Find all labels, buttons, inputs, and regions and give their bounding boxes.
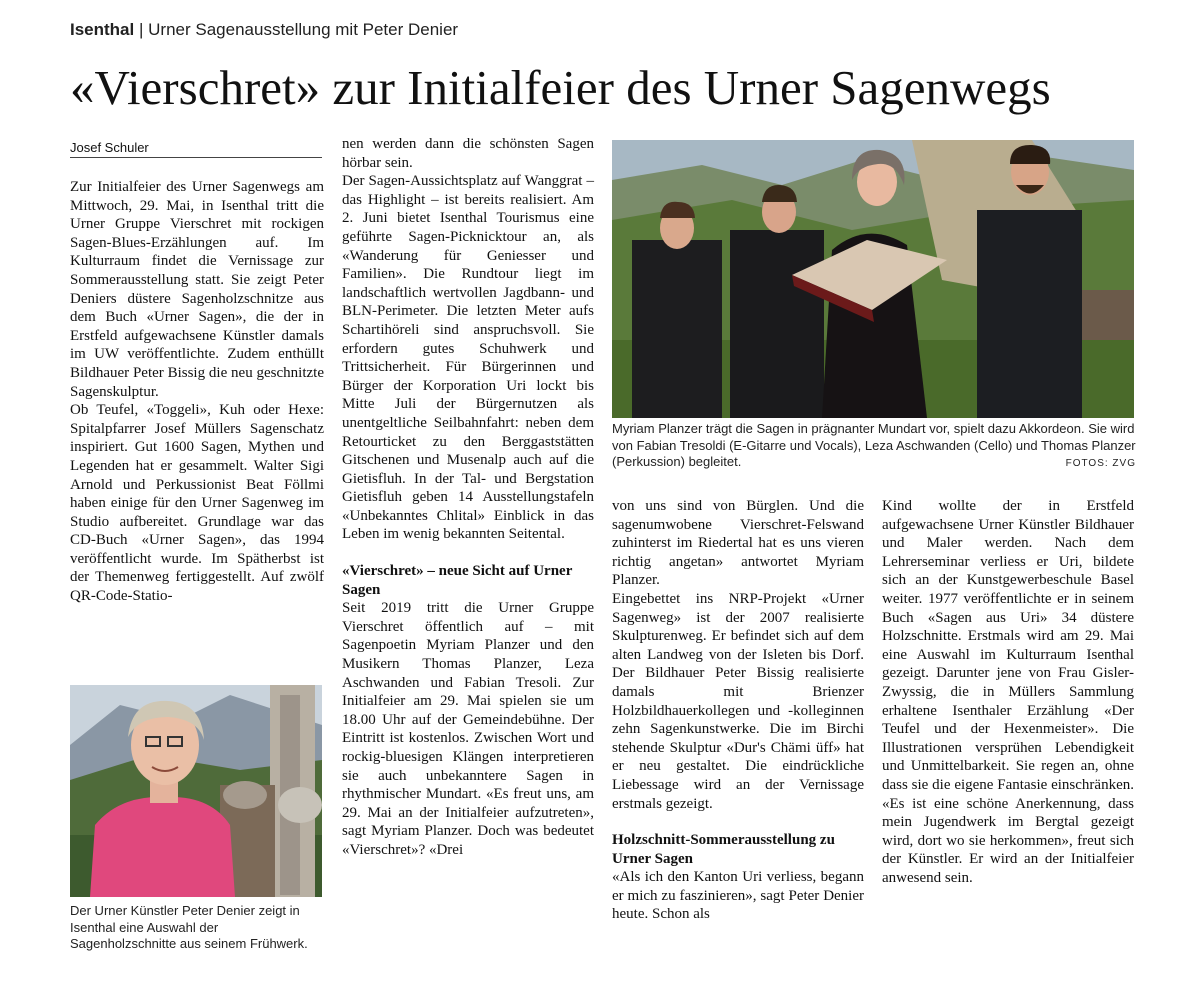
subheading-holzschnitt: Holzschnitt-Sommerausstellung zu Urner Sagen — [612, 832, 835, 867]
paragraph: Der Sagen-Aussichtsplatz auf Wanggrat – das Highlight – ist bereits realisiert. Am 2. Juni bietet Isenthal Tourismus eine geführte Sagen-Picknicktour an, als «Wanderung für Geniesser und Familien». Die Rundtour liegt im landschaftlich wertvollen Jagdbann- und BLN-Perimeter. Die letzten Meter aufs Schartihöreli sind anspruchsvoll. Sie erfordern gutes Schuhwerk und Trittsicherheit. Für Bürgerinnen und Bürger der Korporation Uri lockt bis Mitte Juli der Bürgernutzen als unentgeltliche Seilbahnfahrt: neben dem Retourticket zu den Berggaststätten Gitschenen und Musenalp auch auf die Gietisfluh. In der Tal- und Bergstation Gietisfluh geben 14 Ausstellungstafeln «Unbekanntes Chlital» Einblick in das Leben im wenig bekannten Seitental. — [342, 173, 594, 543]
kicker-section: Isenthal — [70, 20, 135, 39]
photo-band-vierschret — [612, 140, 1134, 418]
photo-peter-denier — [70, 685, 322, 897]
paragraph: «Als ich den Kanton Uri verliess, begann er mich zu faszinieren», sagt Peter Denier heute. Schon als — [612, 869, 864, 923]
section-kicker — [70, 20, 458, 40]
caption-text: Myriam Planzer trägt die Sagen in prägnanter Mundart vor, spielt dazu Akkordeon. Sie wird von Fabian Tresoldi (E-Gitarre und Vocals), Leza Aschwanden (Cello) und Thomas Planzer (Perkussion) begleitet. — [612, 421, 1136, 469]
kicker-topic: Urner Sagenausstellung mit Peter Denier — [148, 20, 459, 39]
paragraph: von uns sind von Bürglen. Und die sagenumwobene Vierschret-Felswand zuhinterst im Riedertal hat es uns vieren richtig angetan» antwortet Myriam Planzer. — [612, 498, 864, 589]
photo-caption-denier: Der Urner Künstler Peter Denier zeigt in Isenthal eine Auswahl der Sagenholzschnitte aus seinem Frühwerk. — [70, 903, 308, 951]
subheading-vierschret: «Vierschret» – neue Sicht auf Urner Sagen — [342, 563, 573, 598]
paragraph: Seit 2019 tritt die Urner Gruppe Vierschret öffentlich auf – mit Sagenpoetin Myriam Planzer und den Musikern Thomas Planzer, Leza Aschwanden und Fabian Tresoli. Zur Initialfeier am 29. Mai spielen sie um 18.00 Uhr auf der Gemeindebühne. Der Eintritt ist kostenlos. Zwischen Wort und rockig-bluesigen Klängen interpretieren sie auch unbekanntere Sagen in rhythmischer Mundart. «Es freut uns, am 29. Mai an der Initialfeier aufzutreten», sagt Myriam Planzer. Doch was bedeutet «Vierschret»? «Drei — [342, 600, 594, 858]
photo-credit: FOTOS: ZVG — [1065, 458, 1136, 469]
band-image — [612, 140, 1134, 418]
paragraph: Ob Teufel, «Toggeli», Kuh oder Hexe: Spitalpfarrer Josef Müllers Sagenschatz inspiriert. Gut 1600 Sagen, Mythen und Legenden hat er gesammelt. Walter Sigi Arnold und Perkussionist Beat Föllmi haben einige für den Urner Sagenweg im Studio aufbereitet. Grundlage war das CD-Buch «Urner Sagen», das 1994 veröffentlicht wurde. Im Spätherbst ist der Themenweg fertiggestellt. Auf zwölf QR-Code-Statio- — [70, 402, 324, 605]
paragraph: Eingebettet ins NRP-Projekt «Urner Sagenweg» ist der 2007 realisierte Skulpturenweg. Er befindet sich auf dem alten Landweg von der Isleten bis Dorf. Der Bildhauer Peter Bissig realisierte damals mit Brienzer Holzbildhauerkollegen und -kolleginnen zehn Sagenkunstwerke. Die im Birchi stehende Skulptur «Dur's Chämi üff» hat er neu gestaltet. Die eindrückliche Liebessage wird an der Vernissage erstmals gezeigt. — [612, 590, 864, 812]
paragraph: Zur Initialfeier des Urner Sagenwegs am Mittwoch, 29. Mai, in Isenthal tritt die Urner Gruppe Vierschret mit rockigen Sagen-Blues-Erzählungen auf. Im Kulturraum findet die Vernissage zur Sommerausstellung statt. Sie zeigt Peter Deniers düstere Sagenholzschnitze aus dem Buch «Urner Sagen», die der in Erstfeld aufgewachsene Künstler damals im UW veröffentlichte. Zudem enthüllt Bildhauer Peter Bissig die neu geschnitzte Sagenskulptur. — [70, 179, 324, 400]
column-1 — [70, 178, 324, 606]
column-2 — [342, 135, 594, 860]
photo-caption-band — [612, 421, 1136, 473]
column-3 — [612, 497, 864, 924]
headline: «Vierschret» zur Initialfeier des Urner Sagenwegs — [70, 60, 1051, 115]
paragraph: nen werden dann die schönsten Sagen hörbar sein. — [342, 136, 594, 171]
kicker-separator: | — [138, 20, 144, 39]
portrait-image — [70, 685, 322, 897]
column-4 — [882, 497, 1134, 887]
paragraph: Kind wollte der in Erstfeld aufgewachsene Urner Künstler Bildhauer und Maler werden. Nach dem Lehrerseminar verliess er Uri, bildete sich an der Kunstgewerbeschule Basel weiter. 1977 veröffentlichte er in seinem Buch «Sagen aus Uri» 34 düstere Holzschnitte. Erstmals wird am 29. Mai eine Auswahl im Kulturraum Isenthal gezeigt. Darunter jene von Frau Gisler-Zwyssig, die in Müllers Sammlung erhaltene Isenthaler Erzählung «Der Teufel und der Hexenmeister». Die Illustrationen versprühen Lebendigkeit und Unmittelbarkeit. Sie regen an, ohne dass sie die eigene Fantasie einschränken. «Es ist eine schöne Anerkennung, dass mein Jugendwerk im Bergtal gezeigt wird, dort wo sie herkommen», freut sich der Künstler. Er wird an der Initialfeier anwesend sein. — [882, 498, 1134, 886]
author-byline: Josef Schuler — [70, 140, 322, 158]
